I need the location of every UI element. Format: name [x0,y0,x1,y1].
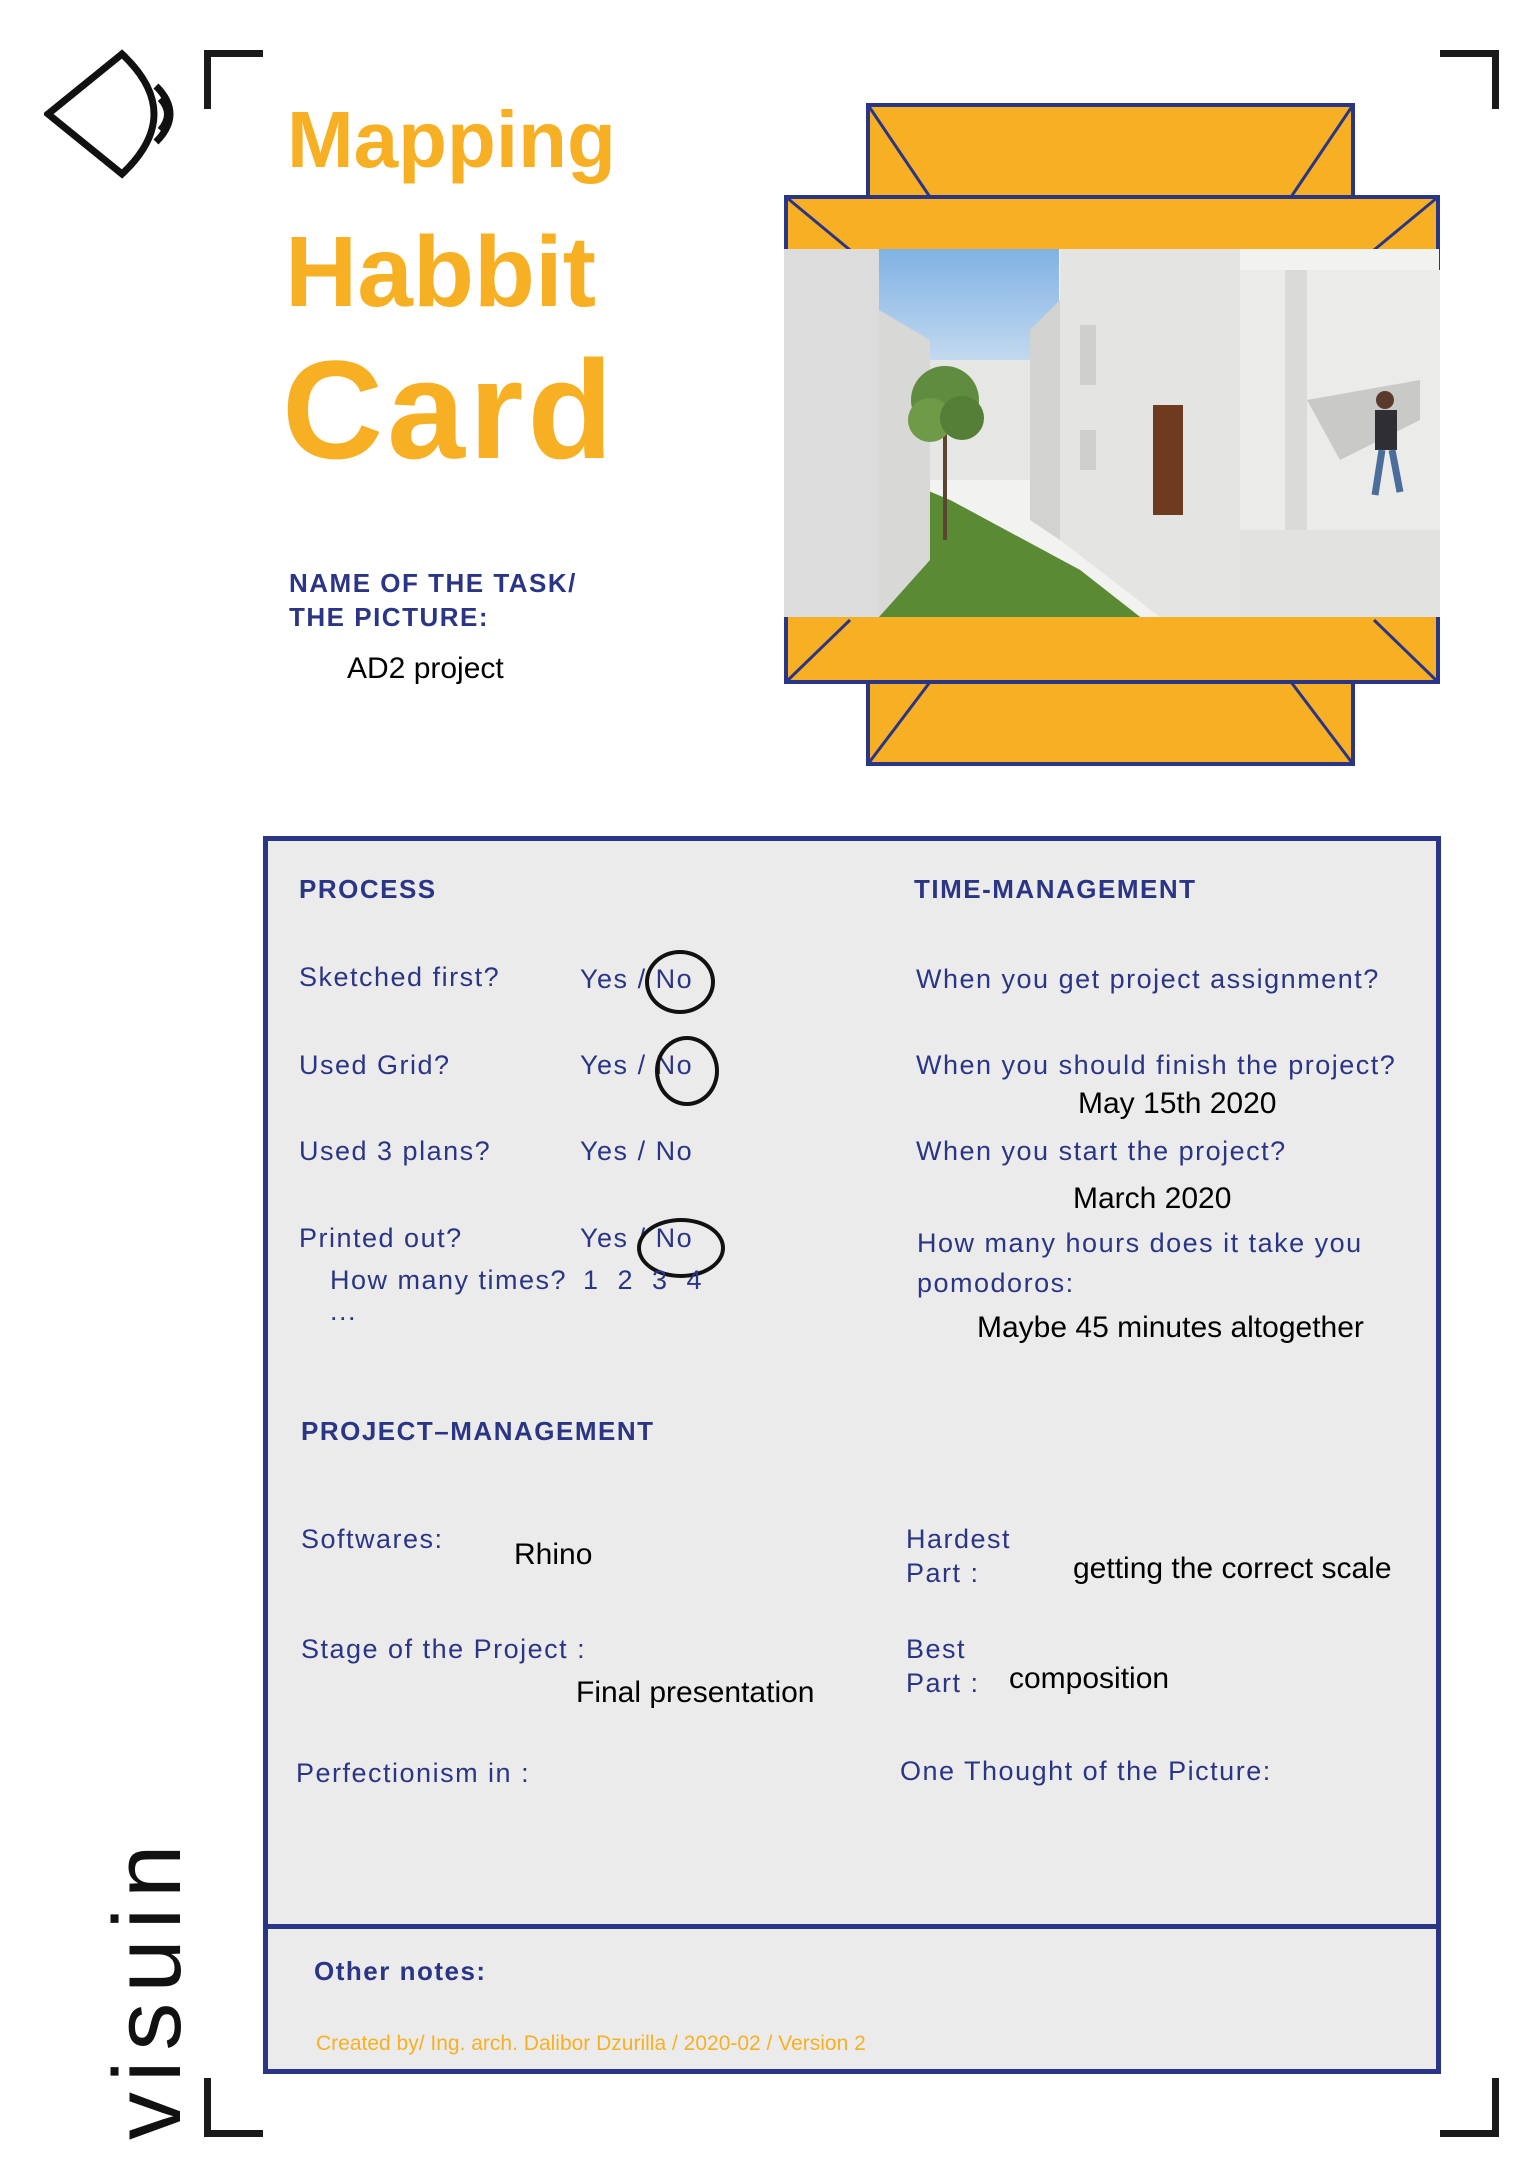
best-part-label [906,1632,980,1700]
used-3-plans-label: Used 3 plans? [299,1136,492,1166]
project-management-header: PROJECT–MANAGEMENT [301,1416,655,1446]
task-label-line1: NAME OF THE TASK/ [289,568,577,598]
printed-out-label: Printed out? [299,1223,463,1253]
task-label [289,566,689,634]
finish-value: May 15th 2020 [1078,1087,1277,1120]
start-value: March 2020 [1073,1182,1232,1215]
option-separator: / [637,1223,647,1253]
envelope-illustration [780,100,1440,770]
used-grid-label: Used Grid? [299,1050,451,1080]
frame-corner-bottom-left [204,2078,263,2137]
task-value: AD2 project [347,652,504,685]
perfectionism-label: Perfectionism in : [296,1758,531,1788]
hours-label [917,1223,1363,1303]
hours-value: Maybe 45 minutes altogether [977,1311,1364,1344]
how-many-times-ellipsis: ... [330,1296,358,1326]
title-habbit: Habbit [285,216,597,328]
frame-corner-top-right [1440,50,1499,109]
best-label-line2: Part : [906,1668,980,1698]
option-no[interactable]: No [655,964,694,994]
task-label-line2: THE PICTURE: [289,602,489,632]
stage-label: Stage of the Project : [301,1634,587,1664]
option-no[interactable]: No [655,1223,694,1253]
used-3-plans-options[interactable] [580,1136,693,1167]
option-separator: / [637,964,647,994]
other-notes-header: Other notes: [314,1956,487,1986]
eye-icon [44,44,184,184]
no-circle-mark [655,1036,719,1106]
notes-divider [263,1924,1441,1929]
option-no[interactable]: No [655,1050,694,1080]
how-many-times-label: How many times? [330,1265,568,1295]
softwares-value: Rhino [514,1538,593,1571]
best-part-value: composition [1009,1662,1170,1695]
start-label: When you start the project? [916,1136,1287,1166]
title-mapping: Mapping [287,95,616,184]
habit-card-panel [263,836,1441,2074]
finish-label: When you should finish the project? [916,1050,1397,1080]
how-many-times-options[interactable]: 1 2 3 4 [583,1265,704,1295]
brand-wordmark: visuin [94,1834,201,2140]
option-yes[interactable]: Yes [580,1050,629,1080]
title-card: Card [282,331,617,488]
stage-value: Final presentation [576,1676,815,1709]
hours-label-line2: pomodoros: [917,1268,1075,1298]
best-label-line1: Best [906,1634,967,1664]
option-yes[interactable]: Yes [580,964,629,994]
hardest-label-line1: Hardest [906,1524,1012,1554]
option-separator: / [637,1136,647,1166]
hardest-label-line2: Part : [906,1558,980,1588]
hardest-part-value: getting the correct scale [1073,1552,1392,1585]
option-yes[interactable]: Yes [580,1223,629,1253]
time-management-header: TIME-MANAGEMENT [914,874,1197,904]
option-yes[interactable]: Yes [580,1136,629,1166]
hardest-part-label [906,1522,1011,1590]
no-circle-mark [645,950,715,1014]
credit-line: Created by/ Ing. arch. Dalibor Dzurilla / 2020-02 / Version 2 [316,2032,866,2055]
sketched-first-label: Sketched first? [299,962,501,992]
assignment-label: When you get project assignment? [916,964,1380,994]
hours-label-line1: How many hours does it take you [917,1228,1363,1258]
frame-corner-top-left [204,50,263,109]
option-separator: / [637,1050,647,1080]
softwares-label: Softwares: [301,1524,444,1554]
option-no[interactable]: No [655,1136,694,1166]
thought-label: One Thought of the Picture: [900,1756,1272,1786]
frame-corner-bottom-right [1440,2078,1499,2137]
process-header: PROCESS [299,874,437,904]
